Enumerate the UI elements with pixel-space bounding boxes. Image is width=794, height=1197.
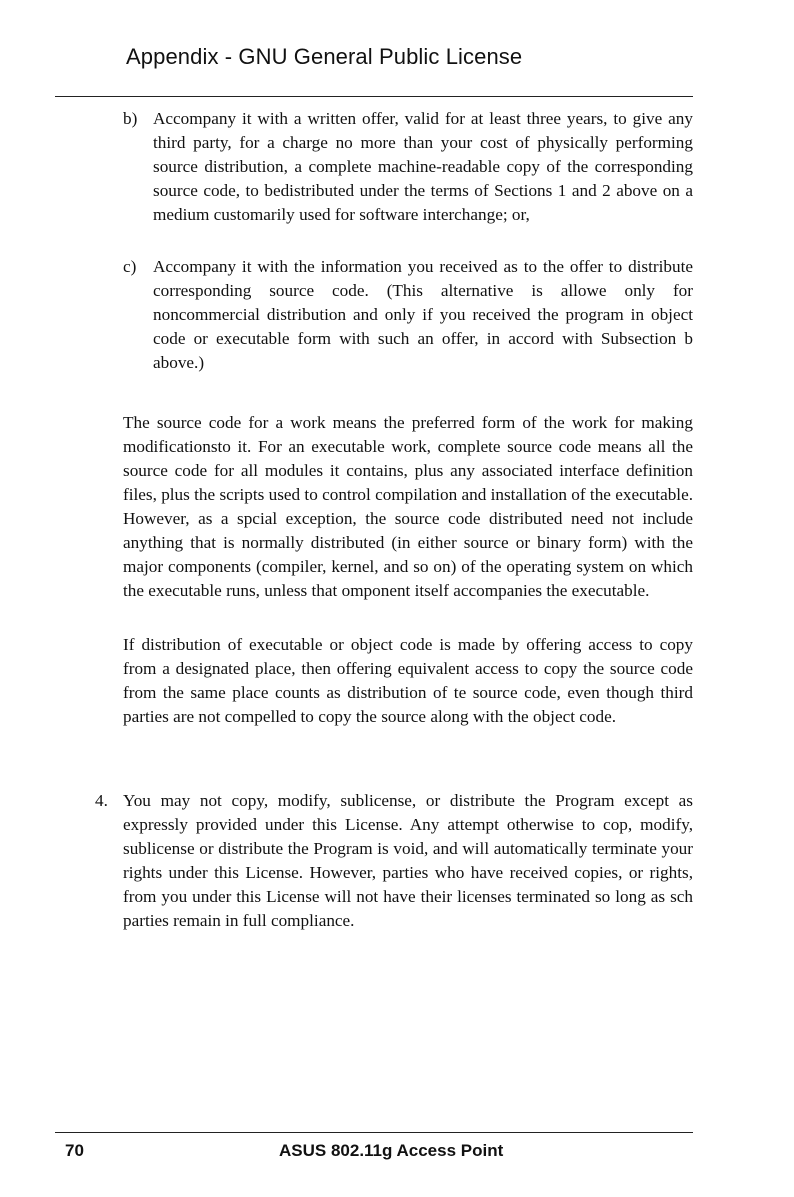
source-code-definition-paragraph: The source code for a work means the preferred form of the work for making modificationsto it. For an executable work, complete source code means all the source code for all modules it contains, plus any associated interface definition files, plus the scripts used to control compilation and installation of the executable. However, as a spcial exception, the source code distributed need not include anything that is normally distributed (in either source or binary form) with the major components (compiler, kernel, and so on) of the operating system on which the executable runs, unless that omponent itself accompanies the executable.	[123, 413, 693, 600]
list-item-b	[123, 107, 693, 227]
footer-title: ASUS 802.11g Access Point	[279, 1141, 504, 1160]
footer-divider	[55, 1132, 693, 1133]
list-item-text: Accompany it with the information you received as to the offer to distribute corresponding source code. (This alternative is allowe only for noncommercial distribution and only if you received the program in object code or executable form with such an offer, in accord with Subsection b above.)	[153, 257, 693, 372]
clause-number: 4.	[95, 791, 108, 810]
clause-text: You may not copy, modify, sublicense, or distribute the Program except as expressly provided under this License. Any attempt otherwise to cop, modify, sublicense or distribute the Program is void, and will automatically terminate your rights under this License. However, parties who have received copies, or rights, from you under this License will not have their licenses terminated so long as sch parties remain in full compliance.	[123, 791, 693, 930]
list-item-marker: b)	[123, 109, 138, 128]
numbered-clause-4	[95, 789, 693, 933]
page-number: 70	[65, 1141, 84, 1160]
list-item-c	[123, 255, 693, 375]
list-item-text: Accompany it with a written offer, valid for at least three years, to give any third party, for a charge no more than your cost of physically performing source distribution, a complete machine-readable copy of the corresponding source code, to bedistributed under the terms of Sections 1 and 2 above on a medium customarily used for software interchange; or,	[153, 109, 693, 224]
list-item-marker: c)	[123, 257, 137, 276]
distribution-access-paragraph: If distribution of executable or object code is made by offering access to copy from a designated place, then offering equivalent access to copy the source code from the same place counts as distribution of te source code, even though third parties are not compelled to copy the source along with the object code.	[123, 635, 693, 726]
header-divider	[55, 96, 693, 97]
page-header-title: Appendix - GNU General Public License	[126, 44, 523, 69]
